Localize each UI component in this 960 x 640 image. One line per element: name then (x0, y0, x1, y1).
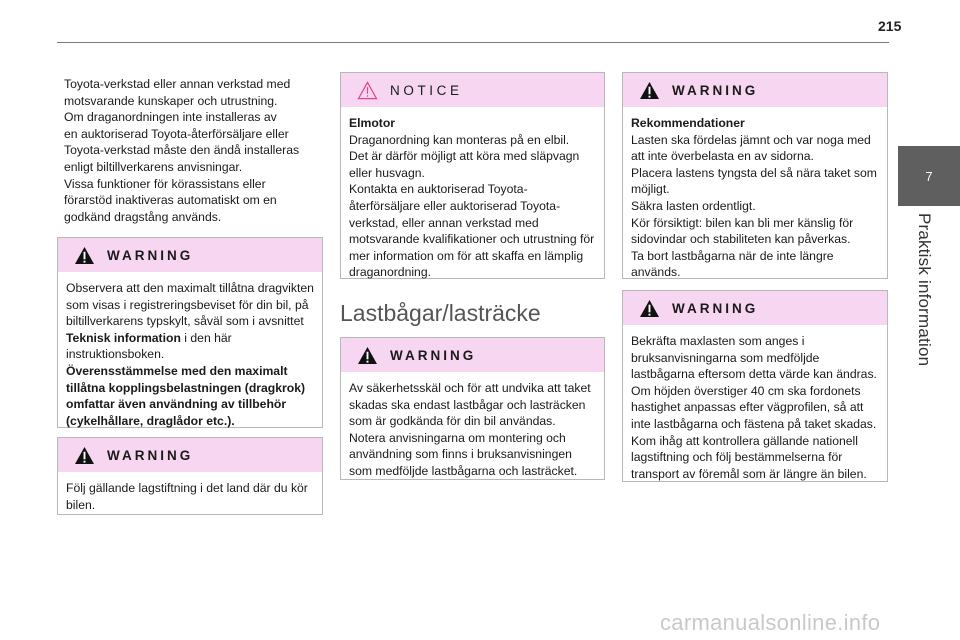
warning-header (58, 438, 322, 472)
notice-box-electric-motor (340, 72, 605, 279)
text-line: Observera att den maximalt tillåtna dragvikten (66, 281, 314, 295)
text-line: används. (631, 265, 681, 280)
notice-label: NOTICE (390, 82, 463, 98)
text-line: lagstiftning och följ bestämmelserna för (631, 450, 843, 465)
text-line: Kom ihåg att kontrollera gällande nationell (631, 433, 858, 448)
text-line: godkänd dragstång används. (64, 209, 222, 224)
text-line: som är godkända för din bil användas. (349, 414, 556, 429)
text-line: Toyota-verkstad måste den ändå installeras (64, 143, 300, 158)
col1-text (64, 76, 322, 225)
bold-line: (cykelhållare, draglådor etc.). (66, 413, 235, 428)
warning-triangle-icon (74, 246, 95, 265)
text-line: Notera anvisningarna om montering och (349, 430, 566, 445)
text-line: motsvarande kunskaper och utrustning. (64, 93, 278, 108)
notice-heading: Elmotor (349, 116, 396, 130)
warning-header (623, 291, 887, 325)
text-line: Om höjden överstiger 40 cm ska fordonets (631, 383, 861, 398)
section-title: Lastbågar/lasträcke (340, 300, 541, 326)
text-line: att inte överbelasta en av sidorna. (631, 149, 814, 164)
warning-body (623, 325, 887, 490)
warning-triangle-icon (639, 299, 660, 318)
warning-triangle-icon (357, 346, 378, 365)
text-line: Toyota-verkstad eller annan verkstad med (64, 77, 291, 91)
bold-line: Överensstämmelse med den maximalt (66, 363, 288, 378)
chapter-title: Praktisk information (915, 213, 934, 367)
text-line: Säkra lasten ordentligt. (631, 198, 756, 213)
notice-header (341, 73, 604, 107)
text-line: motsvarande kvalifikationer och utrustning för (349, 232, 595, 247)
text-line: transport av föremål som är längre än bilen. (631, 466, 867, 481)
warning-body (341, 372, 604, 488)
text-line: Ta bort lastbågarna när de inte längre (631, 248, 834, 263)
warning-box-roof-bars (340, 337, 605, 480)
text-line: som medföljde lastbågarna och lasträcket. (349, 463, 578, 478)
text-line: bilen. (66, 497, 96, 512)
notice-body (341, 107, 604, 289)
warning-label: WARNING (390, 347, 477, 363)
warning-triangle-icon (639, 81, 660, 100)
text-line: Följ gällande lagstiftning i det land där du kör (66, 481, 308, 495)
text-line: Draganordning kan monteras på en elbil. (349, 132, 570, 147)
text-line: Kör försiktigt: bilen kan bli mer känslig för (631, 215, 854, 230)
warning-header (341, 338, 604, 372)
chapter-tab[interactable] (898, 146, 960, 206)
text-line: Kontakta en auktoriserad Toyota- (349, 182, 528, 197)
text-line: mer information om för att skaffa en lämplig (349, 248, 584, 263)
page-number: 215 (878, 18, 902, 34)
text-line: skadas ska endast lastbågar och lasträcken (349, 397, 586, 412)
text-line: en auktoriserad Toyota-återförsäljare eller (64, 126, 289, 141)
text-line: draganordning. (349, 265, 431, 280)
text-line: instruktionsboken. (66, 347, 165, 362)
warning-header (58, 238, 322, 272)
text-line: inte lastbågarna och fästena på taket skadas. (631, 416, 877, 431)
warning-box-legislation (57, 437, 323, 515)
warning-label: WARNING (107, 247, 194, 263)
text-line: Placera lastens tyngsta del så nära taket som (631, 165, 877, 180)
text-line: bruksanvisningarna som medföljde (631, 350, 820, 365)
text-line (66, 330, 314, 347)
notice-triangle-icon (357, 81, 378, 100)
text-line: sidovindar och stabiliteten kan påverkas. (631, 232, 851, 247)
warning-body (623, 107, 887, 289)
warning-box-towing-weight (57, 237, 323, 428)
warning-heading: Rekommendationer (631, 116, 745, 130)
watermark: carmanualsonline.info (660, 610, 881, 635)
text-line: möjligt. (631, 182, 670, 197)
bold-line: omfattar även användning av tillbehör (66, 397, 287, 412)
text-line: användning som finns i bruksanvisningen (349, 447, 572, 462)
warning-label: WARNING (672, 300, 759, 316)
text-line: Bekräfta maxlasten som anges i (631, 334, 805, 348)
text-line: Om draganordningen inte installeras av (64, 110, 277, 125)
warning-box-recommendations (622, 72, 888, 279)
warning-body (58, 272, 322, 437)
warning-header (623, 73, 887, 107)
text-line: enligt biltillverkarens anvisningar. (64, 159, 243, 174)
warning-box-max-load (622, 290, 888, 482)
warning-label: WARNING (672, 82, 759, 98)
warning-body (58, 472, 322, 521)
chapter-number: 7 (925, 168, 933, 184)
warning-triangle-icon (74, 446, 95, 465)
top-divider (57, 42, 889, 43)
text-line: Av säkerhetsskäl och för att undvika att taket (349, 381, 591, 395)
text-line: Det är därför möjligt att köra med släpvagn (349, 149, 580, 164)
text-line: eller husvagn. (349, 165, 425, 180)
text-line: biltillverkarens typskylt, såväl som i avsnittet (66, 314, 304, 329)
text-line: som visas i registreringsbeviset för din bil, på (66, 297, 309, 312)
bold-text: Teknisk information (66, 330, 181, 345)
text-line: återförsäljare eller auktoriserad Toyota- (349, 198, 561, 213)
text-line: Lasten ska fördelas jämnt och var noga med (631, 132, 871, 147)
text-line: förarstöd inaktiveras automatiskt om en (64, 193, 277, 208)
text-fragment: i den här (180, 330, 232, 345)
text-line: hastighet anpassas efter vägprofilen, så att (631, 400, 864, 415)
text-line: lastbågarna eftersom detta värde kan ändras. (631, 367, 877, 382)
bold-line: tillåtna kopplingsbelastningen (dragkrok) (66, 380, 306, 395)
text-line: Vissa funktioner för körassistans eller (64, 176, 266, 191)
warning-label: WARNING (107, 447, 194, 463)
text-line: verkstad, eller annan verkstad med (349, 215, 539, 230)
